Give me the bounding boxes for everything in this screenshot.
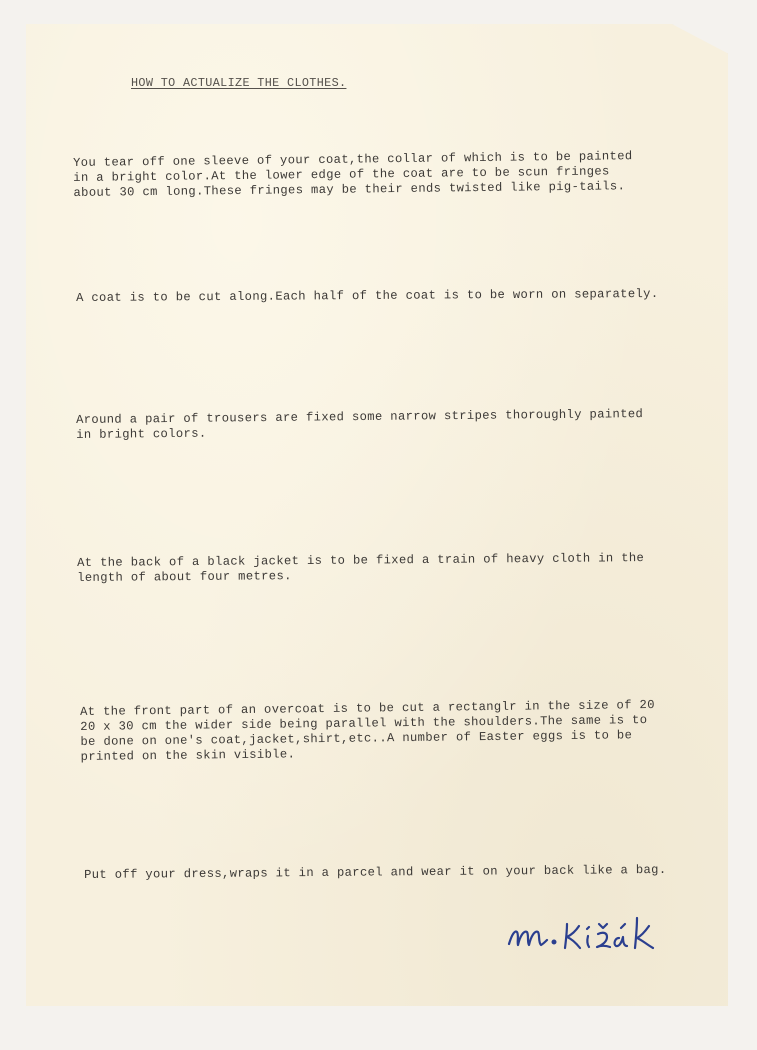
text-line: be done on one's coat,jacket,shirt,etc..A number of Easter eggs is to be <box>80 728 633 749</box>
text-line: Put off your dress,wraps it in a parcel and wear it on your back like a bag. <box>84 862 667 882</box>
paragraph-overcoat-instruction <box>80 698 655 765</box>
text-line: in bright colors. <box>76 426 207 442</box>
text-line: You tear off one sleeve of your coat,the collar of which is to be painted <box>73 149 633 170</box>
text-line: 20 x 30 cm the wider side being parallel with the shoulders.The same is to <box>80 713 648 734</box>
text-line: At the back of a black jacket is to be fixed a train of heavy cloth in the <box>77 551 645 570</box>
paragraph-jacket-train-instruction <box>77 551 644 586</box>
text-line: printed on the skin visible. <box>80 747 296 764</box>
text-line: A coat is to be cut along.Each half of the coat is to be worn on separately. <box>76 286 659 305</box>
text-line: Around a pair of trousers are fixed some narrow stripes thoroughly painted <box>76 407 644 427</box>
text-line: length of about four metres. <box>77 569 292 585</box>
paragraph-sleeve-instruction <box>73 149 633 201</box>
handwritten-signature <box>503 902 673 962</box>
text-line: At the front part of an overcoat is to be cut a rectanglr in the size of 20 <box>80 697 655 719</box>
document-title: HOW TO ACTUALIZE THE CLOTHES. <box>131 76 347 90</box>
paragraph-trousers-instruction <box>76 407 643 443</box>
text-line: about 30 cm long.These fringes may be their ends twisted like pig-tails. <box>73 179 626 200</box>
text-line: in a bright color.At the lower edge of the coat are to be scun fringes <box>73 164 610 185</box>
